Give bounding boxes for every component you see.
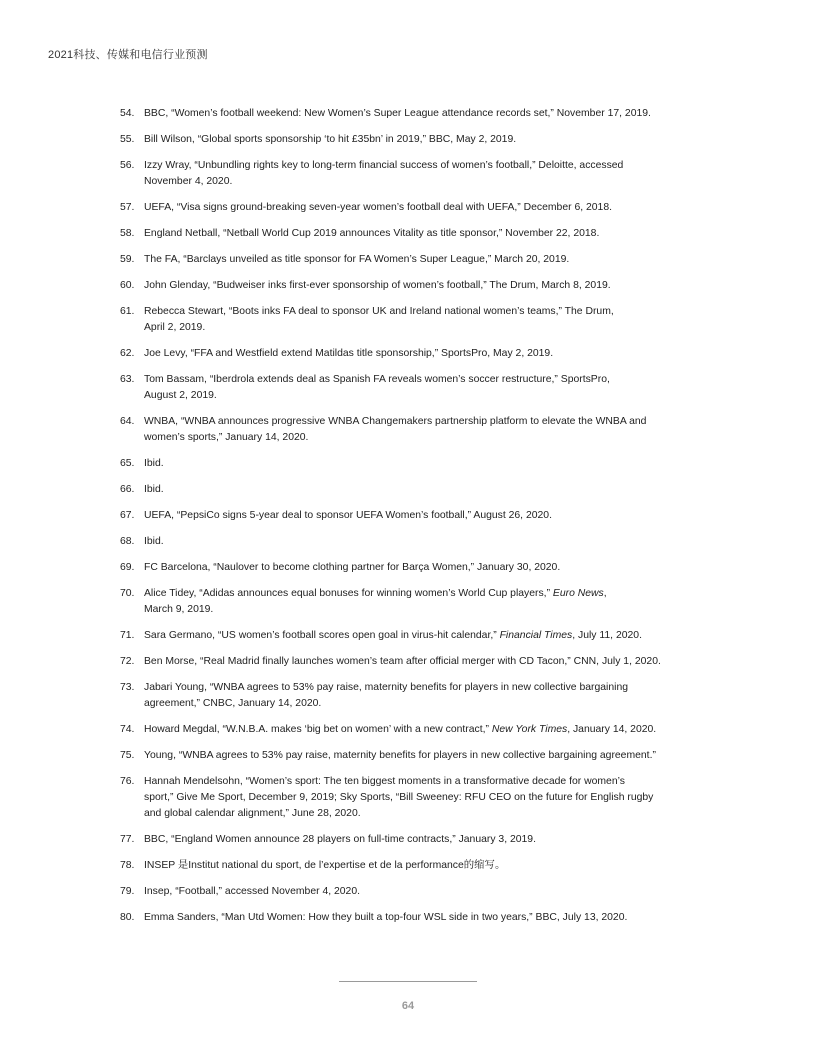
endnote-54 xyxy=(120,106,700,122)
endnote-58 xyxy=(120,226,700,242)
endnote-68 xyxy=(120,534,700,550)
endnote-78 xyxy=(120,858,700,874)
endnote-56 xyxy=(120,158,700,190)
endnote-76 xyxy=(120,774,700,822)
endnote-59 xyxy=(120,252,700,268)
endnote-number: 74. xyxy=(120,724,135,735)
endnotes-list xyxy=(120,106,700,936)
endnote-61 xyxy=(120,304,700,336)
page-number: 64 xyxy=(401,1000,415,1012)
endnote-number: 58. xyxy=(120,228,135,239)
endnote-text: Emma Sanders, “Man Utd Women: How they built a top-four WSL side in two years,” BBC, July 13, 2020. xyxy=(144,912,628,923)
endnote-number: 67. xyxy=(120,510,135,521)
endnote-77 xyxy=(120,832,700,848)
endnote-63 xyxy=(120,372,700,404)
endnote-number: 64. xyxy=(120,416,135,427)
endnote-75 xyxy=(120,748,700,764)
endnote-number: 68. xyxy=(120,536,135,547)
endnote-text: Izzy Wray, “Unbundling rights key to long-term financial success of women’s football,” Deloitte, accessed November 4, 2020. xyxy=(144,160,624,187)
endnote-number: 70. xyxy=(120,588,135,599)
endnote-number: 80. xyxy=(120,912,135,923)
endnote-73 xyxy=(120,680,700,712)
endnote-72 xyxy=(120,654,700,670)
endnote-text: BBC, “England Women announce 28 players on full-time contracts,” January 3, 2019. xyxy=(144,834,536,845)
endnote-text: Tom Bassam, “Iberdrola extends deal as Spanish FA reveals women’s soccer restructure,” SportsPro, August 2, 2019. xyxy=(144,374,610,401)
endnote-text: Joe Levy, “FFA and Westfield extend Matildas title sponsorship,” SportsPro, May 2, 2019. xyxy=(144,348,554,359)
endnote-text: Sara Germano, “US women’s football scores open goal in virus-hit calendar,” Financial Times, July 11, 2020. xyxy=(144,630,642,641)
endnote-80 xyxy=(120,910,700,926)
endnote-number: 57. xyxy=(120,202,135,213)
endnote-number: 69. xyxy=(120,562,135,573)
endnote-text: Ibid. xyxy=(144,536,164,547)
endnote-number: 73. xyxy=(120,682,135,693)
endnote-71 xyxy=(120,628,700,644)
endnote-57 xyxy=(120,200,700,216)
endnote-number: 59. xyxy=(120,254,135,265)
footer-divider xyxy=(339,981,477,982)
endnote-number: 65. xyxy=(120,458,135,469)
endnote-60 xyxy=(120,278,700,294)
endnote-text: The FA, “Barclays unveiled as title sponsor for FA Women’s Super League,” March 20, 2019. xyxy=(144,254,570,265)
endnote-number: 54. xyxy=(120,108,135,119)
endnote-text: Bill Wilson, “Global sports sponsorship ‘to hit £35bn’ in 2019,” BBC, May 2, 2019. xyxy=(144,134,517,145)
endnote-65 xyxy=(120,456,700,472)
endnote-text: Young, “WNBA agrees to 53% pay raise, maternity benefits for players in new collective bargaining agreement.” xyxy=(144,750,656,761)
endnote-text: FC Barcelona, “Naulover to become clothing partner for Barça Women,” January 30, 2020. xyxy=(144,562,561,573)
endnote-number: 77. xyxy=(120,834,135,845)
endnote-text: Howard Megdal, “W.N.B.A. makes ‘big bet on women’ with a new contract,” New York Times, January 14, 2020. xyxy=(144,724,657,735)
endnote-64 xyxy=(120,414,700,446)
endnote-text: Hannah Mendelsohn, “Women’s sport: The ten biggest moments in a transformative decade for women’s sport,” Give Me Sport, December 9, 2019; Sky Sports, “Bill Sweeney: RFU CEO on the future for English rugby and global calendar alignment,” June 28, 2020. xyxy=(144,776,654,819)
endnote-number: 75. xyxy=(120,750,135,761)
endnote-number: 62. xyxy=(120,348,135,359)
endnote-79 xyxy=(120,884,700,900)
endnote-69 xyxy=(120,560,700,576)
endnote-text: John Glenday, “Budweiser inks first-ever sponsorship of women’s football,” The Drum, March 8, 2019. xyxy=(144,280,611,291)
endnote-number: 72. xyxy=(120,656,135,667)
endnote-text: UEFA, “PepsiCo signs 5-year deal to sponsor UEFA Women’s football,” August 26, 2020. xyxy=(144,510,552,521)
endnote-74 xyxy=(120,722,700,738)
endnote-text: Ibid. xyxy=(144,458,164,469)
endnote-text: INSEP 是Institut national du sport, de l’expertise et de la performance的缩写。 xyxy=(144,860,506,871)
endnote-number: 76. xyxy=(120,776,135,787)
endnote-text: England Netball, “Netball World Cup 2019 announces Vitality as title sponsor,” November 22, 2018. xyxy=(144,228,600,239)
endnote-text: BBC, “Women’s football weekend: New Women’s Super League attendance records set,” November 17, 2019. xyxy=(144,108,651,119)
endnote-number: 61. xyxy=(120,306,135,317)
endnote-number: 78. xyxy=(120,860,135,871)
endnote-number: 71. xyxy=(120,630,135,641)
endnote-text: Jabari Young, “WNBA agrees to 53% pay raise, maternity benefits for players in new collective bargaining agreement,” CNBC, January 14, 2020. xyxy=(144,682,629,709)
endnote-67 xyxy=(120,508,700,524)
endnote-55 xyxy=(120,132,700,148)
endnote-number: 56. xyxy=(120,160,135,171)
endnote-text: Insep, “Football,” accessed November 4, 2020. xyxy=(144,886,361,897)
endnote-number: 60. xyxy=(120,280,135,291)
endnote-text: Ben Morse, “Real Madrid finally launches women’s team after official merger with CD Tacon,” CNN, July 1, 2020. xyxy=(144,656,661,667)
endnote-number: 63. xyxy=(120,374,135,385)
running-header: 2021科技、传媒和电信行业预测 xyxy=(48,49,208,61)
endnote-62 xyxy=(120,346,700,362)
endnote-text: WNBA, “WNBA announces progressive WNBA Changemakers partnership platform to elevate the WNBA and women’s sports,” January 14, 2020. xyxy=(144,416,647,443)
endnote-number: 66. xyxy=(120,484,135,495)
endnote-number: 79. xyxy=(120,886,135,897)
endnote-66 xyxy=(120,482,700,498)
endnote-70 xyxy=(120,586,700,618)
endnote-text: Rebecca Stewart, “Boots inks FA deal to sponsor UK and Ireland national women’s teams,” The Drum, April 2, 2019. xyxy=(144,306,614,333)
endnote-text: UEFA, “Visa signs ground-breaking seven-year women’s football deal with UEFA,” December 6, 2018. xyxy=(144,202,613,213)
endnote-text: Alice Tidey, “Adidas announces equal bonuses for winning women’s World Cup players,” Euro News, March 9, 2019. xyxy=(144,588,607,615)
endnote-number: 55. xyxy=(120,134,135,145)
endnote-text: Ibid. xyxy=(144,484,164,495)
